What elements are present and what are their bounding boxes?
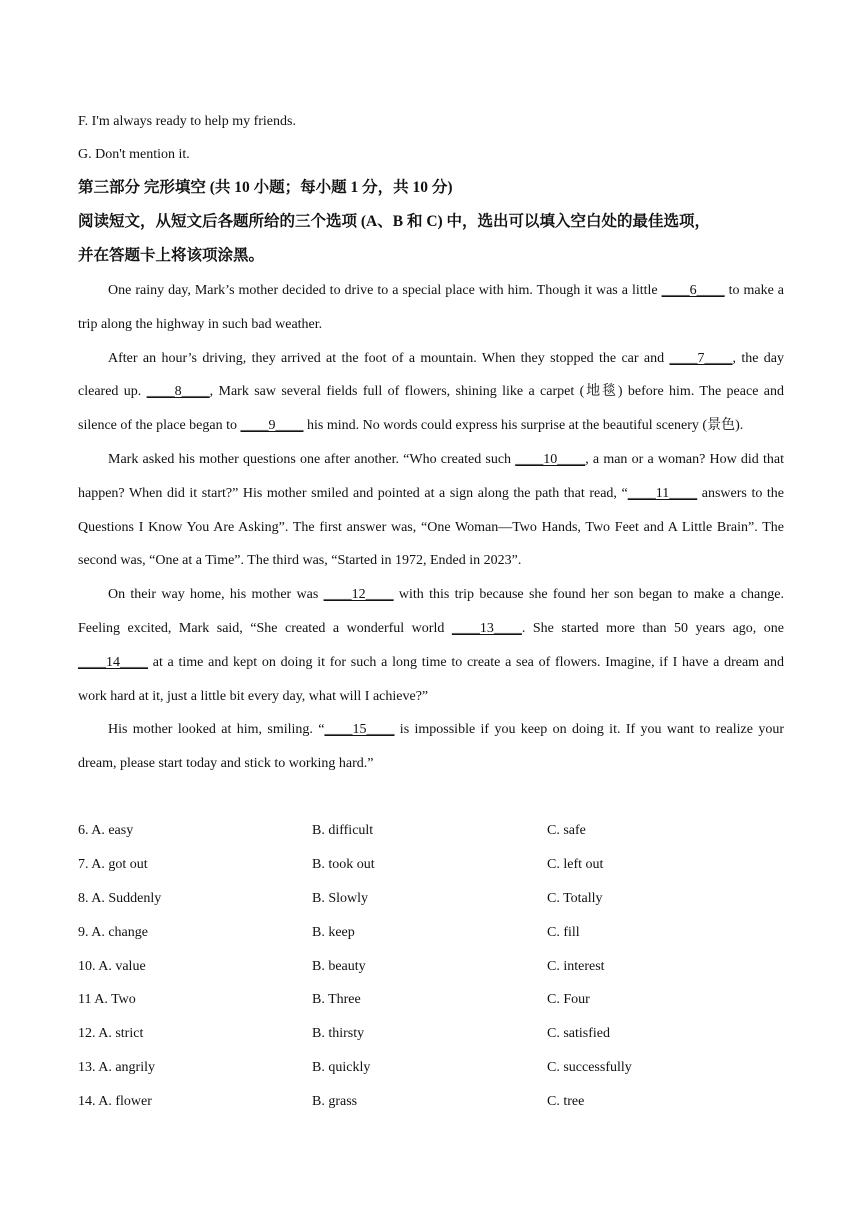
blank-10: ____10____ <box>515 451 586 467</box>
option-f-line: F. I'm always ready to help my friends. <box>78 114 296 129</box>
section-title: 第三部分 完形填空 (共 10 小题；每小题 1 分，共 10 分) <box>78 179 453 196</box>
question-9-options <box>78 923 784 943</box>
option-a: 11 A. Two <box>78 992 136 1007</box>
blank-14: ____14____ <box>78 654 148 670</box>
passage-paragraph-1: One rainy day, Mark’s mother decided to drive to a special place with him. Though it was a little ____6____ to make a trip along the highway in such bad weather. <box>78 283 784 332</box>
passage-paragraph-4: On their way home, his mother was ____12____ with this trip because she found her son began to make a change. Feeling excited, Mark said, “She created a wonderful world ____13____. She started more than 50 years ago, one ____14____ at a time and kept on doing it for such a long time to create a sea of flowers. Imagine, if I have a dream and work hard at it, just a little bit every day, what will I achieve?” <box>78 587 785 704</box>
blank-6: ____6____ <box>661 283 725 298</box>
option-b: B. Three <box>312 992 361 1007</box>
option-c: C. left out <box>547 857 604 872</box>
option-a: 14. A. flower <box>78 1094 152 1109</box>
option-b: B. keep <box>312 925 355 940</box>
blank-9: ____9____ <box>240 418 304 434</box>
option-b: B. grass <box>312 1094 358 1109</box>
blank-13: ____13____ <box>451 620 522 636</box>
option-b: B. thirsty <box>312 1026 365 1041</box>
option-b: B. Slowly <box>312 891 369 906</box>
option-b: B. difficult <box>312 823 374 838</box>
question-7-options <box>78 855 784 875</box>
blank-12: ____12____ <box>323 587 394 603</box>
option-b: B. beauty <box>312 959 366 974</box>
option-b: B. took out <box>312 857 375 872</box>
option-b: B. quickly <box>312 1060 371 1075</box>
blank-8: ____8____ <box>146 384 210 400</box>
passage-paragraph-3: Mark asked his mother questions one after another. “Who created such ____10____, a man or a woman? How did that happen? When did it start?” His mother smiled and pointed at a sign along the path that read, “____11____ answers to the Questions I Know You Are Asking”. The first answer was, “One Woman—Two Hands, Two Feet and A Little Brain”. The second was, “One at a Time”. The third was, “Started in 1972, Ended in 2023”. <box>78 451 785 569</box>
question-11-options <box>78 990 784 1010</box>
option-a: 13. A. angrily <box>78 1060 155 1075</box>
blank-11: ____11____ <box>627 485 698 501</box>
option-c: C. Totally <box>547 891 603 906</box>
question-6-options <box>78 821 784 841</box>
option-c: C. fill <box>547 925 580 940</box>
question-12-options <box>78 1024 784 1044</box>
option-a: 9. A. change <box>78 925 148 940</box>
option-c: C. satisfied <box>547 1026 610 1041</box>
option-a: 12. A. strict <box>78 1026 144 1041</box>
option-a: 6. A. easy <box>78 823 134 838</box>
question-10-options <box>78 957 784 977</box>
passage-paragraph-5: His mother looked at him, smiling. “____15____ is impossible if you keep on doing it. If you want to realize your dream, please start today and stick to working hard.” <box>78 722 784 772</box>
option-a: 7. A. got out <box>78 857 148 872</box>
passage-paragraph-2: After an hour’s driving, they arrived at the foot of a mountain. When they stopped the car and ____7____, the day cleared up. ____8____, Mark saw several fields full of flowers, shining like a carpet (地毯) before him. The peace and silence of the place began to ____9____ his mind. No words could express his surprise at the beautiful scenery (景色). <box>78 350 784 434</box>
option-g-line: G. Don't mention it. <box>78 147 190 162</box>
blank-15: ____15____ <box>324 722 395 738</box>
option-c: C. Four <box>547 992 590 1007</box>
question-14-options <box>78 1092 784 1112</box>
option-a: 10. A. value <box>78 959 146 974</box>
blank-7: ____7____ <box>669 350 733 366</box>
option-c: C. interest <box>547 959 605 974</box>
option-c: C. safe <box>547 823 586 838</box>
option-c: C. tree <box>547 1094 585 1109</box>
cloze-passage <box>78 274 784 781</box>
section-instruction-line1: 阅读短文，从短文后各题所给的三个选项 (A、B 和 C) 中，选出可以填入空白处的最佳选项， <box>78 213 711 230</box>
question-8-options <box>78 889 784 909</box>
option-a: 8. A. Suddenly <box>78 891 162 906</box>
question-13-options <box>78 1058 784 1078</box>
option-c: C. successfully <box>547 1060 632 1075</box>
section-instruction-line2: 并在答题卡上将该项涂黑。 <box>78 247 265 264</box>
